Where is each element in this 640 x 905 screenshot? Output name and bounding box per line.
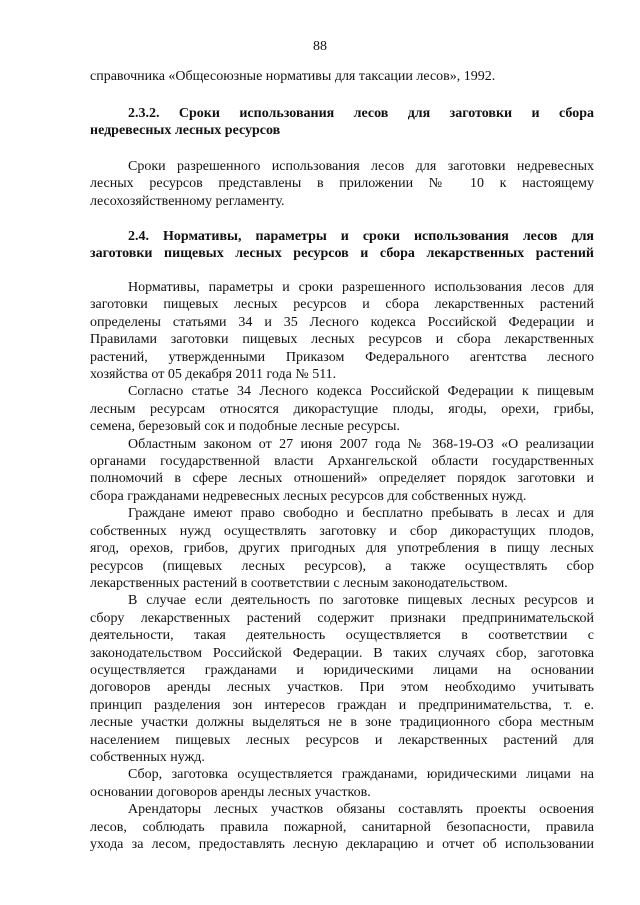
- paragraph-usage-terms: [90, 158, 594, 210]
- text-line: Областным законом от 27 июня 2007 года № 368-19-ОЗ «О реализации: [128, 436, 594, 452]
- text-line: принцип разделения зон интересов граждан и предпринимательства, т. е.: [90, 697, 594, 713]
- text-line: семена, березовый сок и подобные лесные ресурсы.: [90, 419, 400, 435]
- page-number: 88: [313, 39, 327, 54]
- text-line: хозяйства от 05 декабря 2011 года № 511.: [90, 367, 337, 383]
- text-line: ухода за лесом, предоставлять лесную декларацию и отчет об использовании: [90, 837, 594, 852]
- text-line: сбора гражданами недревесных лесных ресурсов для собственных нужд.: [90, 488, 527, 504]
- section-heading-2-3-2: [90, 105, 594, 140]
- text-line: сбору лекарственных растений содержит признаки предпринимательской: [90, 610, 594, 626]
- text-line: Нормативы, параметры и сроки разрешенного использования лесов для: [128, 280, 594, 295]
- text-line: растений, утвержденными Приказом Федерального агентства лесного: [90, 349, 594, 365]
- text-line: В случае если деятельность по заготовке пищевых лесных ресурсов и: [128, 593, 594, 609]
- text-line: собственных нужд осуществлять заготовку и сбор дикорастущих плодов,: [90, 523, 594, 539]
- text-line: справочника «Общесоюзные нормативы для таксации лесов», 1992.: [90, 69, 496, 84]
- heading-line: недревесных лесных ресурсов: [90, 123, 281, 139]
- text-line: Правилами заготовки пищевых лесных ресурсов и сбора лекарственных: [90, 332, 594, 348]
- heading-line: заготовки пищевых лесных ресурсов и сбора лекарственных растений: [90, 246, 594, 262]
- text-line: Согласно статье 34 Лесного кодекса Российской Федерации к пищевым: [128, 384, 594, 400]
- paragraph-reference-end: [90, 68, 594, 85]
- text-line: определены статьями 34 и 35 Лесного кодекса Российской Федерации и: [90, 314, 594, 330]
- text-line: деятельности, такая деятельность осуществляется в соответствии с: [90, 628, 594, 644]
- text-line: законодательством Российской Федерации. В таких случаях сбор, заготовка: [90, 645, 594, 661]
- text-line: лесные участки должны выделяться не в зоне традиционного сбора местным: [90, 715, 594, 731]
- text-line: собственных нужд.: [90, 749, 205, 765]
- text-line: ягод, орехов, грибов, других пригодных для употребления в пищу лесных: [90, 541, 594, 557]
- text-line: осуществляется гражданами и юридическими лицами на основании: [90, 662, 594, 678]
- text-line: основании договоров аренды лесных участков.: [90, 784, 371, 800]
- text-line: лесохозяйственному регламенту.: [90, 193, 285, 209]
- text-line: Сбор, заготовка осуществляется гражданами, юридическими лицами на: [128, 767, 594, 783]
- text-line: ресурсов (пищевых лесных ресурсов), а также осуществлять сбор: [90, 558, 594, 574]
- text-line: Сроки разрешенного использования лесов для заготовки недревесных: [128, 159, 594, 174]
- text-line: полномочий в сфере лесных отношений» определяет порядок заготовки и: [90, 471, 594, 487]
- text-line: лекарственных растений в соответствии с лесным законодательством.: [90, 575, 508, 591]
- paragraph-norms: [90, 279, 594, 853]
- text-line: лесным ресурсам относятся дикорастущие плоды, ягоды, орехи, грибы,: [90, 401, 594, 417]
- text-line: органами государственной власти Архангельской области государственных: [90, 454, 594, 470]
- section-heading-2-4: [90, 228, 594, 263]
- text-line: лесных ресурсов представлены в приложении № 10 к настоящему: [90, 176, 594, 192]
- heading-line: 2.3.2. Сроки использования лесов для заготовки и сбора: [128, 106, 594, 121]
- heading-line: 2.4. Нормативы, параметры и сроки использования лесов для: [128, 229, 594, 244]
- text-line: населением пищевых лесных ресурсов и лекарственных растений для: [90, 732, 594, 748]
- text-line: заготовки пищевых лесных ресурсов и сбора лекарственных растений: [90, 297, 594, 313]
- text-line: Граждане имеют право свободно и бесплатно пребывать в лесах и для: [128, 506, 594, 522]
- text-line: договоров аренды лесных участков. При этом необходимо учитывать: [90, 680, 594, 696]
- text-line: Арендаторы лесных участков обязаны составлять проекты освоения: [128, 802, 594, 818]
- text-line: лесов, соблюдать правила пожарной, санитарной безопасности, правила: [90, 819, 594, 835]
